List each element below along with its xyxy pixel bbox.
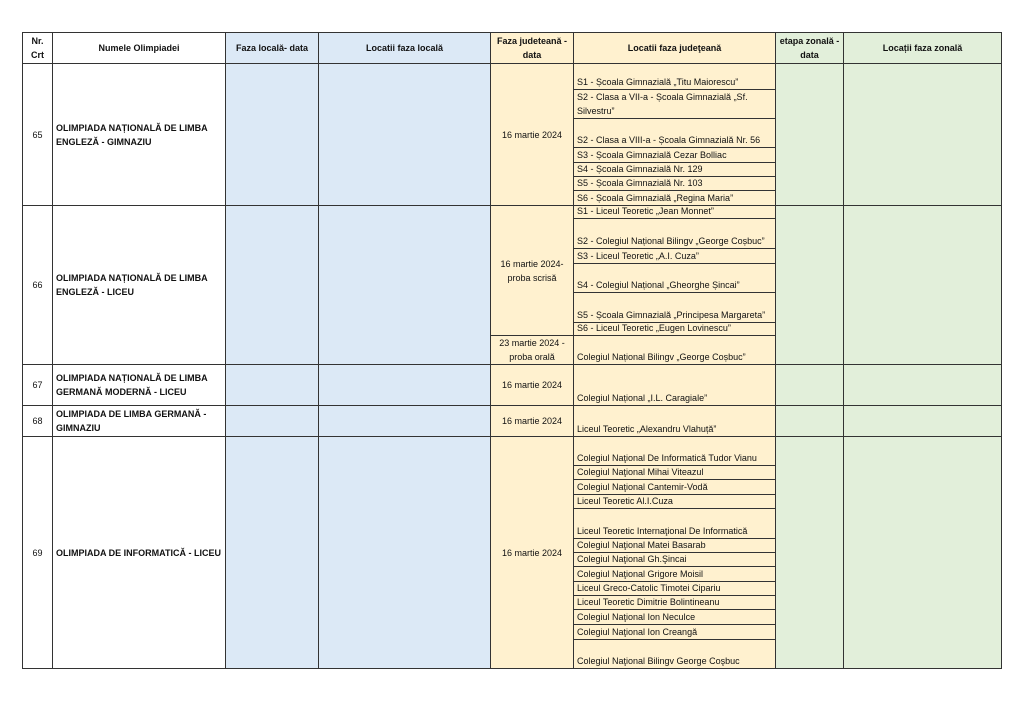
county-phase-date-text: 16 martie 2024- proba scrisă <box>500 258 564 283</box>
local-phase-date-cell <box>225 405 319 437</box>
county-phase-location <box>573 322 776 336</box>
olympiad-name-text: OLIMPIADA DE LIMBA GERMANĂ - GIMNAZIU <box>56 409 207 433</box>
county-phase-location <box>573 479 776 495</box>
row-number <box>22 364 53 406</box>
zonal-phase-locations-cell <box>843 205 1002 365</box>
county-phase-location <box>573 176 776 191</box>
county-phase-location <box>573 581 776 596</box>
zonal-phase-locations-cell <box>843 436 1002 669</box>
county-phase-location-text: S4 - Școala Gimnazială Nr. 129 <box>577 164 703 174</box>
olympiad-name <box>52 364 226 406</box>
county-phase-date <box>490 405 574 437</box>
county-phase-location-text: Colegiul Naţional Ion Creangă <box>577 627 698 637</box>
header-zonal-loc-text: Locații faza zonală <box>882 43 963 53</box>
county-phase-location-text: Colegiul Naţional Matei Basarab <box>577 540 706 550</box>
row-number-text: 65 <box>32 129 43 140</box>
local-phase-locations-cell <box>318 436 491 669</box>
county-phase-location <box>573 508 776 539</box>
county-phase-location-text: Colegiul Național Bilingv „George Coșbuc” <box>577 352 746 362</box>
county-phase-location-text: S3 - Liceul Teoretic „A.I. Cuza” <box>577 251 699 261</box>
county-phase-location-text: Colegiul Naţional Mihai Viteazul <box>577 467 704 477</box>
county-phase-location <box>573 205 776 219</box>
header-county-date <box>490 32 574 64</box>
county-phase-location <box>573 552 776 567</box>
zonal-phase-date-cell <box>775 63 844 206</box>
header-name-text: Numele Olimpiadei <box>98 43 180 53</box>
local-phase-date-cell <box>225 436 319 669</box>
zonal-phase-locations-cell <box>843 405 1002 437</box>
county-phase-location <box>573 162 776 177</box>
county-phase-location-text: Colegiul Naţional Gh.Şincai <box>577 554 687 564</box>
local-phase-locations-cell <box>318 63 491 206</box>
county-phase-location-text: S4 - Colegiul Național „Gheorghe Șincai” <box>577 280 740 290</box>
county-phase-location-text: S2 - Clasa a VIII-a - Școala Gimnazială Nr. 56 <box>577 135 761 145</box>
county-phase-location <box>573 335 776 365</box>
header-county-loc <box>573 32 776 64</box>
county-phase-location <box>573 89 776 119</box>
header-county-loc-text: Locatii faza judeţeană <box>627 43 722 53</box>
local-phase-date-cell <box>225 364 319 406</box>
row-number-text: 68 <box>32 416 43 426</box>
row-number <box>22 405 53 437</box>
olympiad-name-text: OLIMPIADA DE INFORMATICĂ - LICEU <box>56 547 221 558</box>
header-zonal-date-text: etapa zonală - data <box>779 36 840 60</box>
county-phase-location-text: S6 - Școala Gimnazială „Regina Maria” <box>577 193 734 203</box>
county-phase-location-text: S5 - Școala Gimnazială „Principesa Margareta” <box>577 310 766 320</box>
local-phase-locations-cell <box>318 364 491 406</box>
row-number <box>22 436 53 669</box>
row-number-text: 67 <box>32 380 43 390</box>
local-phase-date-cell <box>225 205 319 365</box>
county-phase-location-text: S6 - Liceul Teoretic „Eugen Lovinescu” <box>577 323 731 333</box>
header-local-loc-text: Locatii faza locală <box>365 43 444 53</box>
olympiad-name <box>52 205 226 365</box>
county-phase-location <box>573 494 776 509</box>
county-phase-location <box>573 609 776 625</box>
county-phase-location <box>573 292 776 323</box>
row-number-text: 69 <box>32 547 43 558</box>
header-zonal-date <box>775 32 844 64</box>
county-phase-location-text: Liceul Teoretic „Alexandru Vlahuță” <box>577 424 717 434</box>
county-phase-location <box>573 436 776 466</box>
county-phase-location <box>573 190 776 206</box>
county-phase-date <box>490 436 574 669</box>
olympiad-name-text: OLIMPIADA NAȚIONALĂ DE LIMBA GERMANĂ MODERNĂ - LICEU <box>56 373 208 397</box>
county-phase-location <box>573 263 776 293</box>
county-phase-location-text: S1 - Școala Gimnazială „Titu Maiorescu” <box>577 77 739 87</box>
header-zonal-loc <box>843 32 1002 64</box>
county-phase-location <box>573 639 776 669</box>
county-phase-location <box>573 538 776 553</box>
county-phase-location <box>573 63 776 90</box>
county-phase-location <box>573 465 776 480</box>
county-phase-location-text: Colegiul Naţional Grigore Moisil <box>577 569 704 579</box>
county-phase-date-text: 23 martie 2024 - proba orală <box>499 338 565 362</box>
row-number-text: 66 <box>32 280 43 290</box>
zonal-phase-locations-cell <box>843 364 1002 406</box>
county-phase-location <box>573 595 776 610</box>
county-phase-date-text: 16 martie 2024 <box>501 416 563 426</box>
header-local-date-text: Faza locală- data <box>235 43 309 53</box>
zonal-phase-locations-cell <box>843 63 1002 206</box>
county-phase-location <box>573 405 776 437</box>
county-phase-location-text: S3 - Școala Gimnazială Cezar Bolliac <box>577 150 727 160</box>
county-phase-location-text: S1 - Liceul Teoretic „Jean Monnet” <box>577 206 714 216</box>
local-phase-date-cell <box>225 63 319 206</box>
county-phase-location <box>573 218 776 249</box>
local-phase-locations-cell <box>318 205 491 365</box>
county-phase-date-text: 16 martie 2024 <box>501 380 563 390</box>
header-local-loc <box>318 32 491 64</box>
zonal-phase-date-cell <box>775 364 844 406</box>
county-phase-location-text: Liceul Teoretic Internaţional De Informatică <box>577 526 748 536</box>
county-phase-date <box>490 205 574 336</box>
county-phase-location-text: Liceul Greco-Catolic Timotei Cipariu <box>577 583 721 593</box>
county-phase-location <box>573 118 776 148</box>
olympiad-name <box>52 436 226 669</box>
county-phase-location-text: Liceul Teoretic Dimitrie Bolintineanu <box>577 597 720 607</box>
county-phase-date <box>490 364 574 406</box>
county-phase-date-text: 16 martie 2024 <box>501 547 563 558</box>
county-phase-location-text: Colegiul Naţional Bilingv George Coşbuc <box>577 656 740 666</box>
county-phase-location-text: Colegiul Naţional Cantemir-Vodă <box>577 482 708 492</box>
zonal-phase-date-cell <box>775 405 844 437</box>
county-phase-date-text: 16 martie 2024 <box>501 129 563 140</box>
header-county-date-text: Faza judeteană - data <box>496 36 568 60</box>
county-phase-location <box>573 624 776 640</box>
county-phase-location-text: Colegiul Național „I.L. Caragiale” <box>577 393 708 403</box>
row-number <box>22 205 53 365</box>
local-phase-locations-cell <box>318 405 491 437</box>
county-phase-date <box>490 63 574 206</box>
header-nr <box>22 32 53 64</box>
county-phase-location <box>573 248 776 264</box>
olympiad-name <box>52 63 226 206</box>
zonal-phase-date-cell <box>775 205 844 365</box>
olympiad-name-text: OLIMPIADA NAȚIONALĂ DE LIMBA ENGLEZĂ - GIMNAZIU <box>56 122 208 147</box>
olympiad-name-text: OLIMPIADA NAȚIONALĂ DE LIMBA ENGLEZĂ - LICEU <box>56 273 208 297</box>
header-name <box>52 32 226 64</box>
olympiad-name <box>52 405 226 437</box>
county-phase-location-text: S5 - Școala Gimnazială Nr. 103 <box>577 178 703 188</box>
county-phase-location <box>573 147 776 163</box>
county-phase-location-text: Colegiul Naţional De Informatică Tudor Vianu <box>577 453 757 463</box>
county-phase-location-text: S2 - Clasa a VII-a - Școala Gimnazială „Sf. Silvestru” <box>577 92 748 116</box>
county-phase-location-text: S2 - Colegiul Național Bilingv „George Coșbuc” <box>577 236 765 246</box>
header-nr-text: Nr. Crt <box>31 36 44 60</box>
row-number <box>22 63 53 206</box>
county-phase-location <box>573 364 776 406</box>
county-phase-location-text: Liceul Teoretic Al.I.Cuza <box>577 496 673 506</box>
county-phase-location-text: Colegiul Naţional Ion Neculce <box>577 612 696 622</box>
county-phase-location <box>573 566 776 582</box>
header-local-date <box>225 32 319 64</box>
zonal-phase-date-cell <box>775 436 844 669</box>
county-phase-date <box>490 335 574 365</box>
